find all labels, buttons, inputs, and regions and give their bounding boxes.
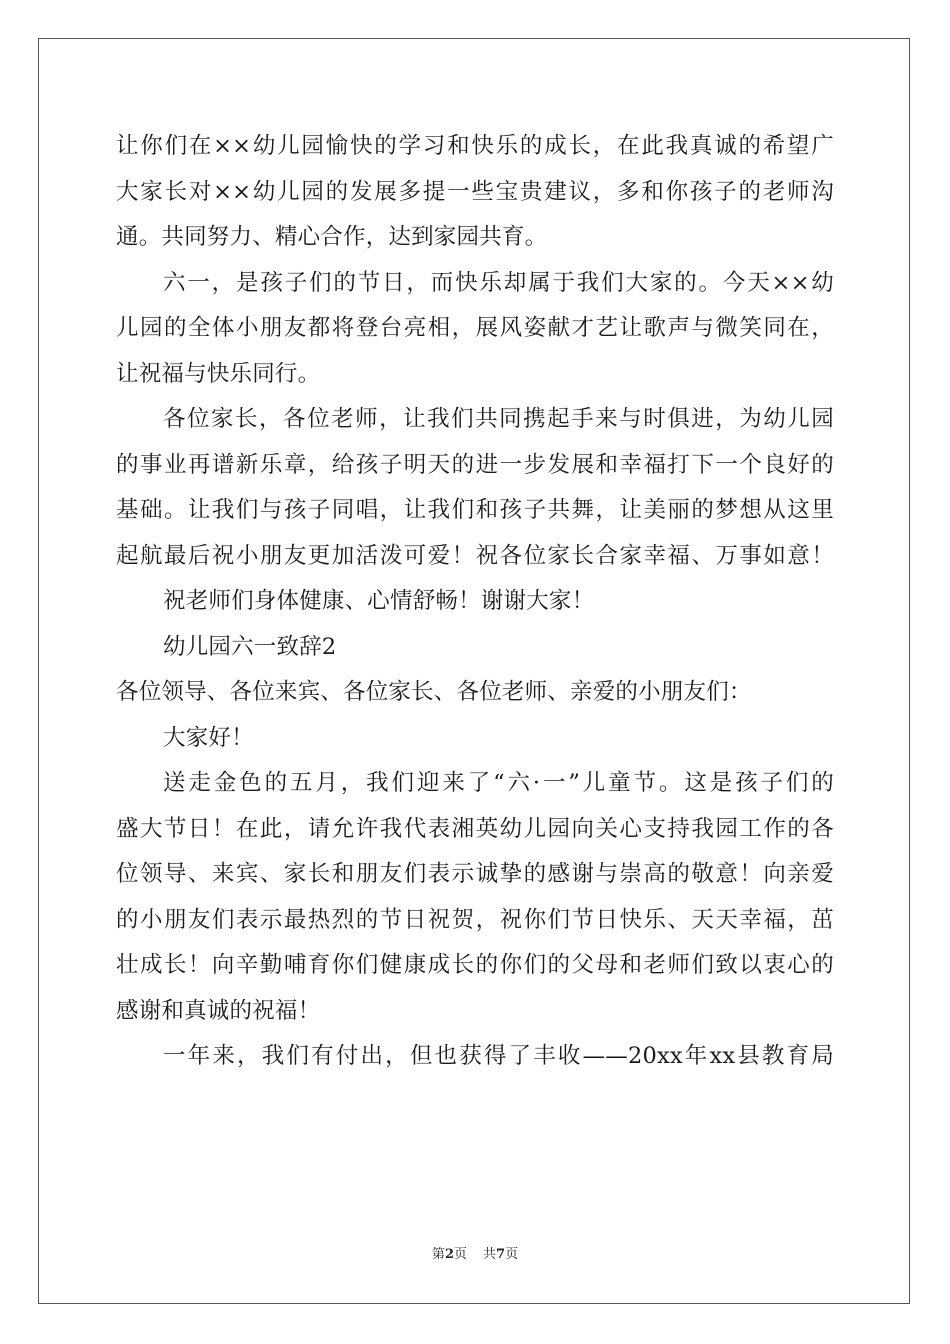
text-line-16: 盛大节日！在此，请允许我代表湘英幼儿园向关心支持我园工作的各 [116,815,834,842]
page-unit: 页 [453,1247,467,1262]
text-line-5: 儿园的全体小朋友都将登台亮相，展风姿献才艺让歌声与微笑同在， [116,315,834,341]
text-line-10: 起航最后祝小朋友更加活泼可爱！祝各位家长合家幸福、万事如意！ [116,542,834,569]
text-line-18: 的小朋友们表示最热烈的节日祝贺，祝你们节日快乐、天天幸福，茁 [116,906,834,933]
text-line-6: 让祝福与快乐同行。 [116,360,321,387]
text-line-1: 让你们在××幼儿园愉快的学习和快乐的成长，在此我真诚的希望广 [116,133,834,159]
total-pages: 7 [496,1247,506,1262]
text-line-17: 位领导、来宾、家长和朋友们表示诚挚的感谢与崇高的敬意！向亲爱 [116,861,834,887]
text-line-19: 壮成长！向辛勤哺育你们健康成长的你们的父母和老师们致以衷心的 [116,952,834,978]
text-line-11: 祝老师们身体健康、心情舒畅！谢谢大家！ [163,588,595,614]
greeting-line: 大家好！ [163,724,254,751]
document-body [116,124,834,1080]
text-line-20: 感谢和真诚的祝福！ [116,997,321,1024]
text-line-3: 通。共同努力、精心合作，达到家园共育。 [116,224,548,250]
page-footer [0,1247,950,1263]
salutation-line: 各位领导、各位来宾、各位家长、各位老师、亲爱的小朋友们： [116,679,752,705]
text-line-9: 基础。让我们与孩子同唱，让我们和孩子共舞，让美丽的梦想从这里 [116,497,834,523]
text-line-21: 一年来，我们有付出，但也获得了丰收——20xx年xx县教育局 [163,1043,834,1069]
text-line-8: 的事业再谱新乐章，给孩子明天的进一步发展和幸福打下一个良好的 [116,451,834,478]
page-number: 2 [444,1247,454,1262]
page-prefix: 第 [431,1247,445,1262]
total-unit: 页 [505,1247,519,1262]
text-line-4: 六一，是孩子们的节日，而快乐却属于我们大家的。今天××幼 [163,269,834,296]
text-line-2: 大家长对××幼儿园的发展多提一些宝贵建议，多和你孩子的老师沟 [116,178,834,205]
section-heading: 幼儿园六一致辞2 [163,633,337,660]
text-line-15: 送走金色的五月，我们迎来了“六·一”儿童节。这是孩子们的 [163,770,834,796]
total-prefix: 共 [483,1247,497,1262]
text-line-7: 各位家长，各位老师，让我们共同携起手来与时俱进，为幼儿园 [163,406,834,432]
